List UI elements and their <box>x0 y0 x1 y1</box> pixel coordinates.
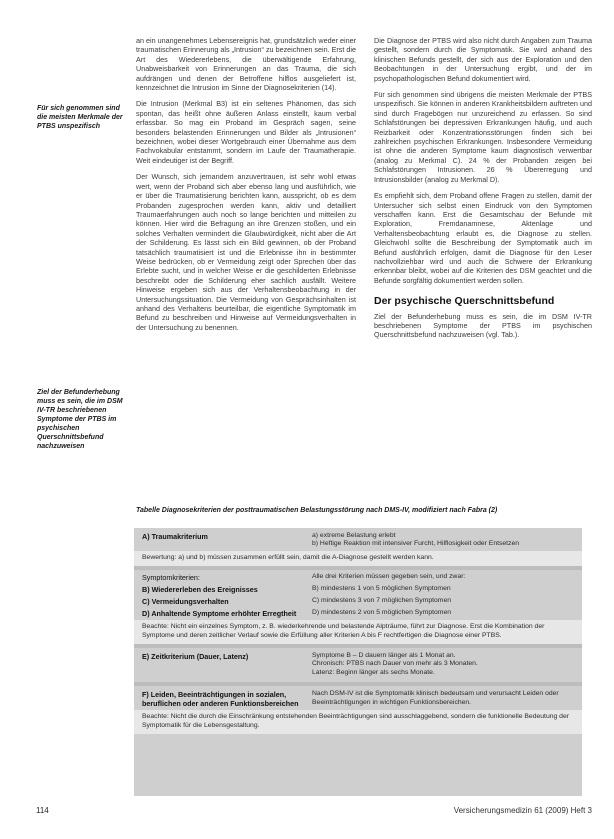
table-row-symptoms <box>134 570 582 584</box>
paragraph: an ein unangenehmes Lebensereignis hat, grundsätzlich weder einer traumatischen Erinnerung als „Intrusion“ zu bezeichnen sein. Erst die Art des Wiedererlebens, die überwältigende Erfahrung, Unabweisbarkeit von Erinnerungen an das Trauma, die sich aufdrängen und denen der Betroffene hilflos ausgeliefert ist, kennzeichnet die Intrusion im Sinne der Diagnosekriterien (14). <box>136 36 356 93</box>
table-row-a <box>134 528 582 551</box>
table-caption: Tabelle Diagnosekriterien der posttraumatischen Belastungsstörung nach DMS-IV, modifiziert nach Fabra (2) <box>136 507 498 514</box>
criterion-d-label: D) Anhaltende Symptome erhöhter Erregtheit <box>142 609 297 619</box>
table-row-e <box>134 648 582 679</box>
section-heading: Der psychische Querschnittsbefund <box>374 295 555 308</box>
paragraph: Der Wunsch, sich jemandem anzuvertrauen, ist sehr wohl etwas wert, wenn der Proband sich aber ebenso lang und ausführlich, wie er über die Traumatisierung berichten kann, ausspricht, ob es dem Probanden zugesprochen werden kann, aktiv und detailliert Traumaerfahrungen auch noch so lange berichten und mitteilen zu können. Hier wird die Befragung an ihre Grenzen stoßen, und ein solches Verhalten vermindert die Glaubwürdigkeit, nicht aber die Art der Schilderung. Es lässt sich ein Bild gewinnen, ob der Proband tatsächlich traumatisiert ist und die Erlebnisse ihn in bestimmter Weise bedrücken, ob er Vermeidung zeigt oder Sprechen über das Erlebte sucht, und in welcher Weise er die geschilderten Erlebnisse beschreibt oder die Schilderung eher sachlich ausfällt. Weitere Hinweise ergeben sich aus der Verhaltensbeobachtung in der Untersuchungssituation. Die Vermeidung von Gesprächsinhalten ist anhand des Verhaltens beurteilbar, die eigentliche Symptomatik im Befund zu beschreiben und Hinweise auf Vermeidungsverhalten in der Untersuchung zu benennen. <box>136 172 356 332</box>
criterion-e-label: E) Zeitkriterium (Dauer, Latenz) <box>142 652 249 662</box>
criterion-b-label: B) Wiedererleben des Ereignisses <box>142 585 258 595</box>
symptoms-intro: Alle drei Kriterien müssen gegeben sein, und zwar: <box>312 573 466 581</box>
table-row-d <box>134 608 582 620</box>
table-row-f <box>134 686 582 710</box>
paragraph: Ziel der Befunderhebung muss es sein, die im DSM IV-TR beschriebenen Symptome der PTBS im psychischen Querschnittsbefund nachzuweisen (vgl. Tab.). <box>374 311 592 340</box>
criterion-e-value: Chronisch: PTBS nach Dauer von mehr als 3 Monaten. <box>312 660 478 668</box>
table-row-c <box>134 596 582 608</box>
criterion-b-value: B) mindestens 1 von 5 möglichen Symptomen <box>312 585 451 593</box>
criterion-f-label: F) Leiden, Beeinträchtigungen in sozialen, beruflichen oder anderen Funktionsbereichen <box>142 690 299 709</box>
paragraph: Die Intrusion (Merkmal B3) ist ein seltenes Phänomen, das sich spontan, das heißt ohne äußeren Anlass einstellt, kaum verbal erfassbar. So mag ein Proband im Gespräch sagen, seine besonders belastenden Erinnerungen und Bilder als „Intrusionen“ bezeichnen, wobei dieser Wortgebrauch einer Übernahme aus dem Fachvokabular entstammt, sondern im Laufe der Traumatherapie. Weit eindeutiger ist der Begriff. <box>136 99 356 165</box>
paragraph: Für sich genommen sind übrigens die meisten Merkmale der PTBS unspezifisch. Sie können in anderen Krankheitsbildern auftreten und sind durch Fragebögen nur unzureichend zu erfassen. So sind Schlafstörungen bei depressiven Erkrankungen häufig, und auch Reizbarkeit oder Konzentrationsstörungen finden sich bei zahlreichen psychischen Erkrankungen. Insbesondere Vermeidung ist ohne die anderen Symptome kaum diagnostisch verwertbar (analog zu Merkmal C). 24 % der Probanden zeigen bei Schlafstörungen Intrusionen. 26 % Übererregung und Intrusionsbilder (analog zu Merkmal D). <box>374 90 592 184</box>
journal-footer: Versicherungsmedizin 61 (2009) Heft 3 <box>453 806 592 815</box>
criterion-c-label: C) Vermeidungsverhalten <box>142 597 229 607</box>
table-row-b <box>134 584 582 596</box>
paragraph: Die Diagnose der PTBS wird also nicht durch Angaben zum Trauma gestellt, sondern durch die Symptomatik. Sie wird anhand des klinischen Befunds gestellt, der sich aus der Exploration und den Beobachtungen in der Untersuchung ergibt, und der im psychopathologischen Befund dokumentiert wird. <box>374 36 592 83</box>
criterion-e-value: Symptome B – D dauern länger als 1 Monat an. <box>312 652 456 660</box>
criterion-e-value: Latenz: Beginn länger als sechs Monate. <box>312 668 435 676</box>
page-number: 114 <box>36 806 49 815</box>
criteria-table <box>134 528 582 796</box>
margin-note-1: Für sich genommen sind die meisten Merkmale der PTBS unspezifisch <box>37 105 123 130</box>
symptoms-label: Symptomkriterien: <box>142 573 200 583</box>
criterion-d-value: D) mindestens 2 von 5 möglichen Symptomen <box>312 609 452 617</box>
criterion-f-note: Beachte: Nicht die durch die Einschränkung entstehenden Beeinträchtigungen sind ausschlaggebend, sondern die funktionelle Bedeutung der Symptomatik für die Lebensgestaltung. <box>134 710 582 734</box>
criterion-c-value: C) mindestens 3 von 7 möglichen Symptomen <box>312 597 452 605</box>
criterion-a-value: b) Heftige Reaktion mit intensiver Furcht, Hilflosigkeit oder Entsetzen <box>312 540 520 548</box>
criterion-e-values <box>312 652 574 677</box>
criterion-a-value: a) extreme Belastung erlebt <box>312 532 396 539</box>
paragraph: Es empfiehlt sich, dem Proband offene Fragen zu stellen, damit der Untersucher sich selbst einen Eindruck von den Symptomen verschaffen kann. Erst die Gesamtschau der Befunde mit Exploration, Fremdanamnese, Aktenlage und Verhaltensbeobachtung erlaubt es, die Diagnose zu stellen. Gleichwohl sollte die Beschreibung der Symptomatik auch im Befund ausführlich erfolgen, damit die Diagnose für den Leser nachvollziehbar wird und auch die Schwere der Erkrankung erkennbar bleibt, wobei auf die Kriterien des DSM geachtet und die Befunde sorgfältig dokumentiert werden sollen. <box>374 191 592 285</box>
left-text-column <box>136 36 356 339</box>
right-text-column <box>374 36 592 347</box>
criterion-f-value: Nach DSM-IV ist die Symptomatik klinisch bedeutsam und verursacht Leiden oder Beeinträchtigungen in wichtigen Funktionsbereichen. <box>312 690 559 706</box>
criterion-a-values <box>312 532 574 549</box>
criteria-bcd-note: Beachte: Nicht ein einzelnes Symptom, z. B. wiederkehrende und belastende Alpträume, führt zur Diagnose. Erst die Kombination der Symptome und deren zeitlicher Verlauf sowie die Erfüllung aller Kriterien A bis F rechtfertigen die Diagnose einer PTBS. <box>134 620 582 644</box>
criterion-a-note: Bewertung: a) und b) müssen zusammen erfüllt sein, damit die A-Diagnose gestellt werden kann. <box>134 551 582 566</box>
margin-note-2: Ziel der Befunderhebung muss es sein, die im DSM IV-TR beschriebenen Symptome der PTBS im psychischen Querschnittsbefund nachzuweisen <box>37 389 123 450</box>
criterion-a-label: A) Traumakriterium <box>142 532 208 541</box>
